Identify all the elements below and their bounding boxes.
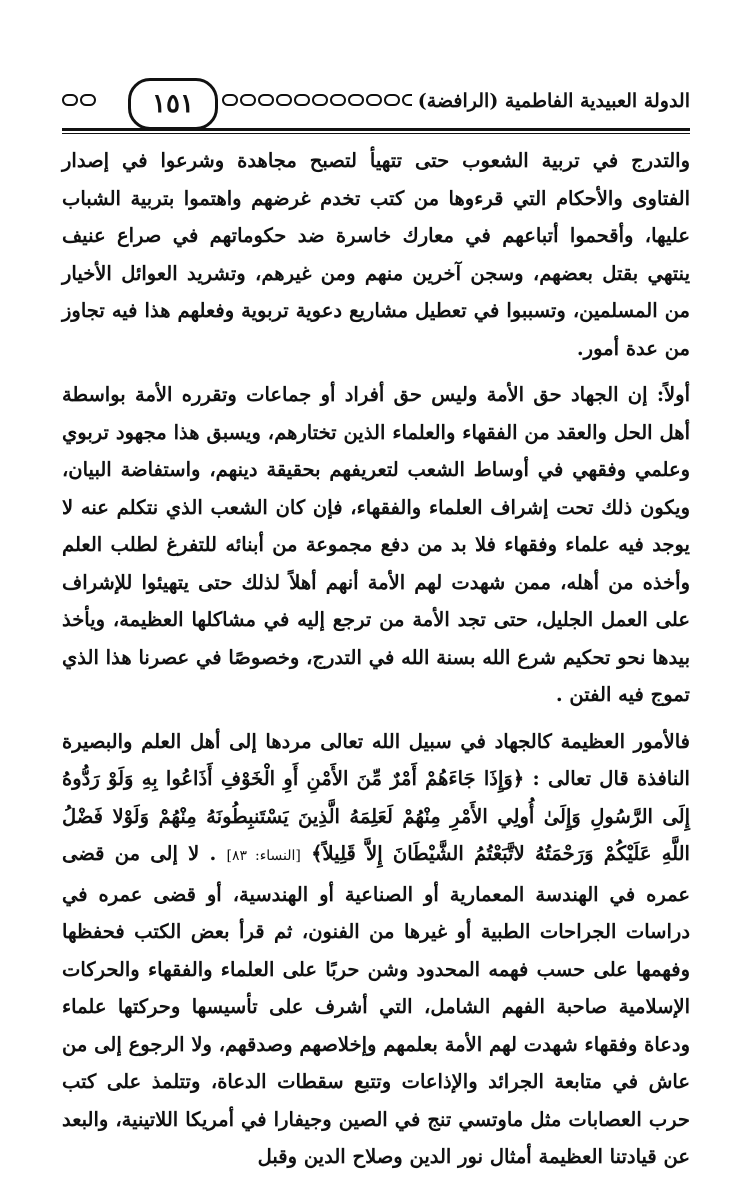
running-title: الدولة العبيدية الفاطمية (الرافضة) — [412, 90, 690, 112]
ornament-chain-link — [62, 94, 78, 106]
ornament-chain-link — [240, 94, 256, 106]
ornament-chain — [222, 94, 436, 110]
ornament-chain-link — [384, 94, 400, 106]
ornament-chain-link — [294, 94, 310, 106]
ornament-chain-link — [330, 94, 346, 106]
paragraph-text: . لا إلى من قضى عمره في الهندسة المعمارية أو الصناعية أو الهندسية، أو قضى عمره في دراسات الجراحات الطبية أو غيرها من الفنون، ثم قرأ بعض الكتب فحفظها وفهمها على حسب فهمه المحدود وشن حربًا على العلماء والفقهاء والحركات الإسلامية صاحبة الفهم الشامل، التي أشرف على تأسيسها وحركتها علماء ودعاة وفقهاء شهدت لهم الأمة بعلمهم وإخلاصهم وصدقهم، ولا الرجوع إلى من عاش في متابعة الجرائد والإذاعات وتتبع سقطات الدعاة، وتتلمذ على كتب حرب العصابات مثل ماوتسي تنج في الصين وجيفارا في أمريكا اللاتينية، والبعد عن قيادتنا العظيمة أمثال نور الدين وصلاح الدين وقبل — [62, 842, 690, 1168]
ornament-chain-link — [80, 94, 96, 106]
verse-citation: [النساء: ٨٣] — [226, 848, 301, 864]
page-header — [62, 76, 690, 132]
ornament-chain-link — [312, 94, 328, 106]
paragraph-heading: أولاً: — [656, 383, 690, 406]
header-rule-thin — [62, 133, 690, 134]
ornament-chain-link — [222, 94, 238, 106]
paragraph — [62, 376, 690, 714]
page-body — [62, 142, 690, 1185]
ornament-chain-link — [348, 94, 364, 106]
paragraph-text: إن الجهاد حق الأمة وليس حق أفراد أو جماعات وتقرره الأمة بواسطة أهل الحل والعقد من الفقهاء والعلماء الذين تختارهم، ويسبق هذا مجهود تربوي وعلمي وفقهي في أوساط الشعب لتعريفهم بحقيقة دينهم، واستفاضة البيان، ويكون ذلك تحت إشراف العلماء والفقهاء، فإن كان الشعب الذي نتكلم عنه لا يوجد فيه علماء وفقهاء فلا بد من دفع مجموعة من أبنائه للتفرغ لطلب العلم وأخذه من أهله، ممن شهدت لهم الأمة أنهم أهلاً لذلك حتى يتهيئوا للإشراف على العمل الجليل، حتى تجد الأمة من ترجع إليه في مشاكلها العظيمة، ويأخذ بيدها نحو تحكيم شرع الله بسنة الله في التدرج، وخصوصًا في عصرنا هذا الذي تموج فيه الفتن . — [62, 383, 690, 706]
page-number: ١٥١ — [152, 89, 194, 119]
ornament-chain-link — [276, 94, 292, 106]
ornament-chain-link — [366, 94, 382, 106]
paragraph: والتدرج في تربية الشعوب حتى تتهيأ لتصبح مجاهدة وشرعوا في إصدار الفتاوى والأحكام التي قرءوها من كتب تخدم غرضهم واهتموا بتربية الشباب عليها، وأقحموا أتباعهم في معارك خاسرة ضد حكوماتهم في صراع عنيف ينتهي بقتل بعضهم، وسجن آخرين منهم ومن غيرهم، وتشريد العوائل الأخيار من المسلمين، وتسببوا في تعطيل مشاريع دعوية تربوية وفعلهم هذا فيه تجاوز من عدة أمور. — [62, 149, 690, 360]
paragraph — [62, 723, 690, 1176]
paragraph-text: فالأمور العظيمة كالجهاد في سبيل الله تعالى مردها إلى أهل العلم والبصيرة النافذة قال تعالى : — [62, 729, 690, 790]
ornament-left — [62, 94, 96, 110]
ornament-chain-link — [258, 94, 274, 106]
page-number-frame — [128, 78, 218, 130]
quran-verse: ﴿وَإِذَا جَاءَهُمْ أَمْرٌ مِّنَ الأَمْنِ أَوِ الْخَوْفِ أَذَاعُوا بِهِ وَلَوْ رَدُّوهُ إِلَى الرَّسُولِ وَإِلَىٰ أُولِي الأَمْرِ مِنْهُمْ لَعَلِمَهُ الَّذِينَ يَسْتَنبِطُونَهُ مِنْهُمْ وَلَوْلا فَضْلُ اللَّهِ عَلَيْكُمْ وَرَحْمَتُهُ لاتَّبَعْتُمُ الشَّيْطَانَ إِلاَّ قَلِيلاً﴾ — [62, 767, 690, 865]
